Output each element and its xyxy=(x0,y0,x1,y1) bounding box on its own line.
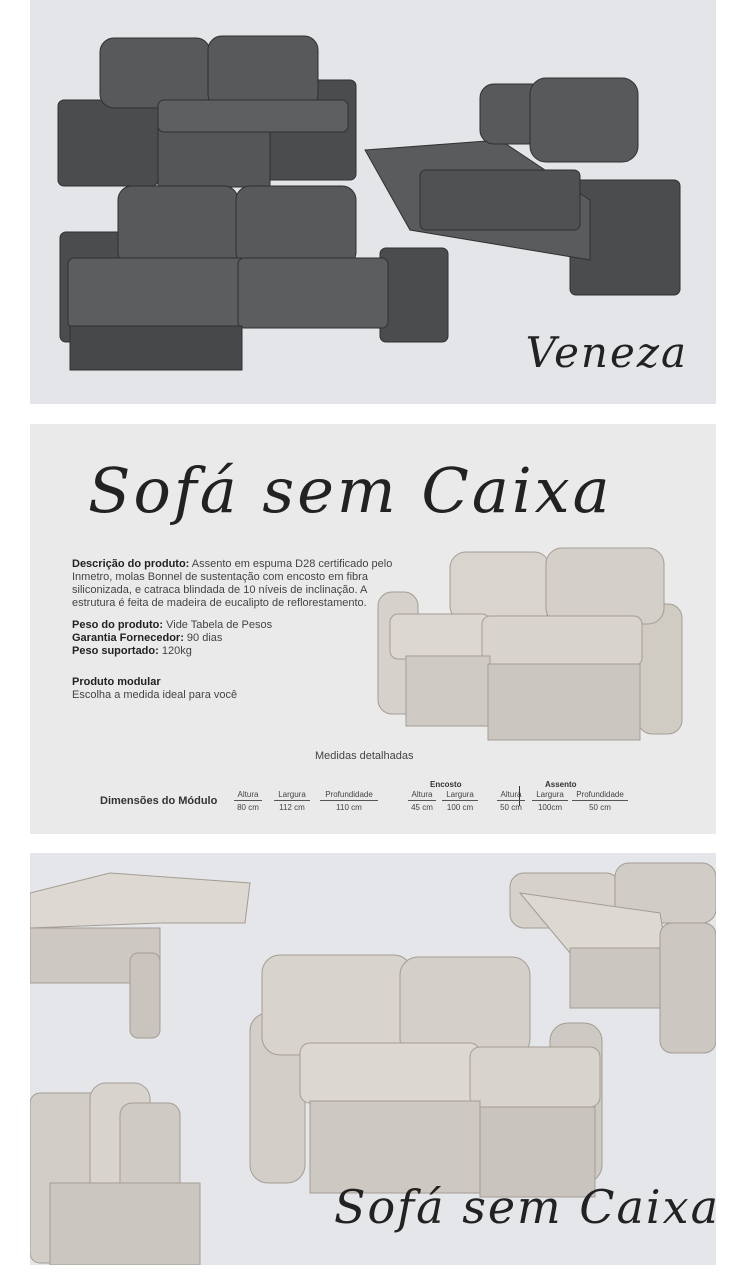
encosto-col-height: Altura 45 cm xyxy=(408,790,436,812)
encosto-col-width: Largura 100 cm xyxy=(442,790,478,812)
assento-col-height: Altura 50 cm xyxy=(497,790,525,812)
spec-value-weight: Vide Tabela de Pesos xyxy=(166,619,273,631)
spec-label-weight: Peso do produto: xyxy=(72,619,164,631)
description-label: Descrição do produto: xyxy=(72,558,190,570)
modular-label: Produto modular xyxy=(72,676,161,688)
product-info-panel xyxy=(30,424,716,834)
module-col-height: Altura 80 cm xyxy=(234,790,262,812)
assento-title: Assento xyxy=(545,780,577,789)
assento-col-depth: Profundidade 50 cm xyxy=(572,790,628,812)
spec-label-warranty: Garantia Fornecedor: xyxy=(72,632,184,644)
spec-value-supported: 120kg xyxy=(161,645,192,657)
spec-value-warranty: 90 dias xyxy=(186,632,223,644)
beige-sofa-image-main xyxy=(30,424,716,834)
assento-col-width: Largura 100cm xyxy=(532,790,568,812)
veneza-panel xyxy=(30,0,716,404)
modular-text: Escolha a medida ideal para você xyxy=(72,689,238,701)
module-col-depth: Profundidade 110 cm xyxy=(320,790,378,812)
module-col-width: Largura 112 cm xyxy=(274,790,310,812)
veneza-script-title: Veneza xyxy=(525,328,688,377)
spec-label-supported: Peso suportado: xyxy=(72,645,159,657)
product-script-title: Sofá sem Caixa xyxy=(88,454,613,527)
gallery-script-title: Sofá sem Caixa xyxy=(333,1180,720,1234)
encosto-title: Encosto xyxy=(430,780,462,789)
measures-title: Medidas detalhadas xyxy=(315,750,414,762)
dimensions-label: Dimensões do Módulo xyxy=(100,795,218,807)
description-text: Assento em espuma D28 certificado pelo Inmetro, molas Bonnel de sustentação com encosto em fibra siliconizada, e catraca blindada de 10 níveis de inclinação. A estrutura é feita de madeira de eucalipto de reflorestamento. xyxy=(72,558,393,609)
